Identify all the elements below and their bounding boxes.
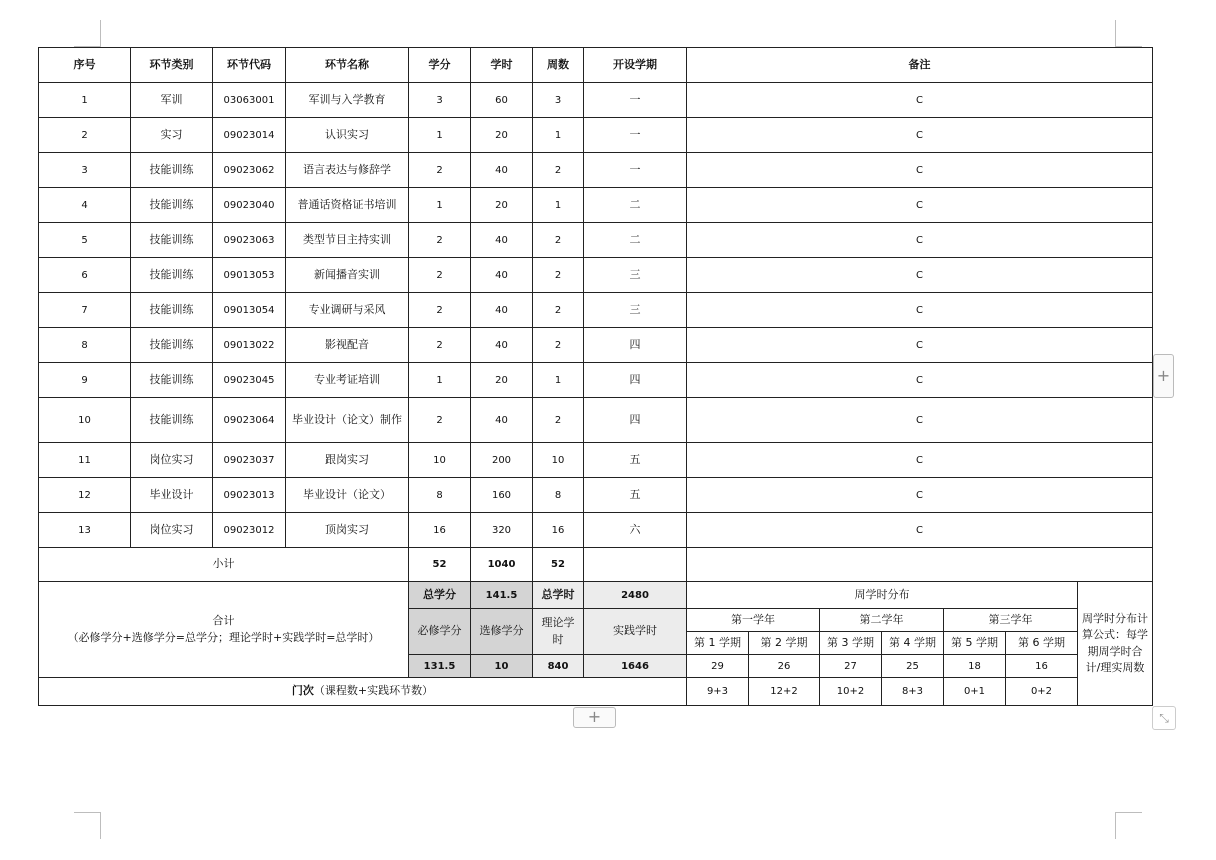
weekly-hours-4: 25 bbox=[882, 655, 944, 678]
resize-table-icon[interactable]: ⤡ bbox=[1152, 706, 1176, 730]
table-row bbox=[39, 118, 1153, 153]
row-term: 二 bbox=[584, 188, 687, 223]
term-3: 第 3 学期 bbox=[820, 632, 882, 655]
row-term: 三 bbox=[584, 258, 687, 293]
total-hours-value: 2480 bbox=[584, 582, 687, 609]
row-weeks: 8 bbox=[533, 478, 584, 513]
row-type: 技能训练 bbox=[131, 363, 213, 398]
row-no: 3 bbox=[39, 153, 131, 188]
row-no: 8 bbox=[39, 328, 131, 363]
row-no: 13 bbox=[39, 513, 131, 548]
table-row bbox=[39, 363, 1153, 398]
row-term: 三 bbox=[584, 293, 687, 328]
row-type: 技能训练 bbox=[131, 153, 213, 188]
course-count-4: 8+3 bbox=[882, 678, 944, 706]
table-row bbox=[39, 398, 1153, 443]
row-term: 二 bbox=[584, 223, 687, 258]
row-name: 毕业设计（论文） bbox=[286, 478, 409, 513]
row-type: 岗位实习 bbox=[131, 443, 213, 478]
row-no: 10 bbox=[39, 398, 131, 443]
total-row-1 bbox=[39, 582, 1153, 609]
row-term: 一 bbox=[584, 83, 687, 118]
subtotal-hours: 1040 bbox=[471, 548, 533, 582]
theory-hours-value: 840 bbox=[533, 655, 584, 678]
row-weeks: 3 bbox=[533, 83, 584, 118]
row-code: 09023062 bbox=[213, 153, 286, 188]
row-name: 语言表达与修辞学 bbox=[286, 153, 409, 188]
course-count-3: 10+2 bbox=[820, 678, 882, 706]
row-term: 四 bbox=[584, 398, 687, 443]
weekly-hours-3: 27 bbox=[820, 655, 882, 678]
row-credit: 2 bbox=[409, 293, 471, 328]
row-credit: 8 bbox=[409, 478, 471, 513]
subtotal-weeks: 52 bbox=[533, 548, 584, 582]
header-hours: 学时 bbox=[471, 48, 533, 83]
total-credit-label: 总学分 bbox=[409, 582, 471, 609]
row-type: 技能训练 bbox=[131, 188, 213, 223]
row-code: 09023040 bbox=[213, 188, 286, 223]
row-no: 5 bbox=[39, 223, 131, 258]
row-weeks: 16 bbox=[533, 513, 584, 548]
weekly-title: 周学时分布 bbox=[687, 582, 1078, 609]
add-row-button[interactable]: + bbox=[573, 707, 616, 728]
row-no: 9 bbox=[39, 363, 131, 398]
row-hours: 40 bbox=[471, 328, 533, 363]
row-code: 09013054 bbox=[213, 293, 286, 328]
req-credit-value: 131.5 bbox=[409, 655, 471, 678]
term-1: 第 1 学期 bbox=[687, 632, 749, 655]
row-code: 09013053 bbox=[213, 258, 286, 293]
row-code: 09023012 bbox=[213, 513, 286, 548]
course-count-5: 0+1 bbox=[944, 678, 1006, 706]
practice-hours-value: 1646 bbox=[584, 655, 687, 678]
row-note: C bbox=[687, 398, 1153, 443]
row-hours: 320 bbox=[471, 513, 533, 548]
year-1: 第一学年 bbox=[687, 609, 820, 632]
row-term: 五 bbox=[584, 478, 687, 513]
row-credit: 2 bbox=[409, 223, 471, 258]
header-no: 序号 bbox=[39, 48, 131, 83]
table-row bbox=[39, 258, 1153, 293]
course-count-row bbox=[39, 678, 1153, 706]
row-weeks: 1 bbox=[533, 188, 584, 223]
weekly-hours-5: 18 bbox=[944, 655, 1006, 678]
row-term: 四 bbox=[584, 328, 687, 363]
subtotal-label: 小计 bbox=[39, 548, 409, 582]
row-weeks: 2 bbox=[533, 293, 584, 328]
row-name: 顶岗实习 bbox=[286, 513, 409, 548]
row-note: C bbox=[687, 478, 1153, 513]
row-weeks: 1 bbox=[533, 363, 584, 398]
row-code: 09023014 bbox=[213, 118, 286, 153]
theory-hours-label: 理论学时 bbox=[533, 609, 584, 655]
row-term: 一 bbox=[584, 153, 687, 188]
row-weeks: 10 bbox=[533, 443, 584, 478]
row-name: 认识实习 bbox=[286, 118, 409, 153]
crop-mark-top-left bbox=[74, 20, 101, 47]
header-note: 备注 bbox=[687, 48, 1153, 83]
row-code: 09023037 bbox=[213, 443, 286, 478]
row-weeks: 2 bbox=[533, 398, 584, 443]
course-count-6: 0+2 bbox=[1006, 678, 1078, 706]
row-no: 7 bbox=[39, 293, 131, 328]
row-no: 11 bbox=[39, 443, 131, 478]
row-no: 6 bbox=[39, 258, 131, 293]
row-credit: 2 bbox=[409, 328, 471, 363]
row-note: C bbox=[687, 443, 1153, 478]
course-count-label: 门次 bbox=[291, 684, 314, 698]
row-credit: 2 bbox=[409, 258, 471, 293]
row-weeks: 2 bbox=[533, 223, 584, 258]
row-type: 岗位实习 bbox=[131, 513, 213, 548]
subtotal-blank bbox=[584, 548, 687, 582]
elec-credit-label: 选修学分 bbox=[471, 609, 533, 655]
row-credit: 1 bbox=[409, 188, 471, 223]
subtotal-credit: 52 bbox=[409, 548, 471, 582]
row-hours: 20 bbox=[471, 363, 533, 398]
header-credit: 学分 bbox=[409, 48, 471, 83]
row-code: 09013022 bbox=[213, 328, 286, 363]
add-column-button[interactable]: + bbox=[1153, 354, 1174, 398]
row-name: 毕业设计（论文）制作 bbox=[286, 398, 409, 443]
course-count-cell bbox=[39, 678, 687, 706]
row-credit: 1 bbox=[409, 118, 471, 153]
row-no: 2 bbox=[39, 118, 131, 153]
weekly-hours-2: 26 bbox=[749, 655, 820, 678]
header-term: 开设学期 bbox=[584, 48, 687, 83]
row-name: 影视配音 bbox=[286, 328, 409, 363]
row-name: 普通话资格证书培训 bbox=[286, 188, 409, 223]
course-count-note: （课程数+实践环节数） bbox=[313, 684, 434, 698]
row-name: 类型节目主持实训 bbox=[286, 223, 409, 258]
row-name: 跟岗实习 bbox=[286, 443, 409, 478]
crop-mark-bottom-left bbox=[74, 812, 101, 839]
row-hours: 60 bbox=[471, 83, 533, 118]
row-credit: 2 bbox=[409, 398, 471, 443]
crop-mark-bottom-right bbox=[1115, 812, 1142, 839]
row-hours: 40 bbox=[471, 223, 533, 258]
row-term: 六 bbox=[584, 513, 687, 548]
row-hours: 20 bbox=[471, 118, 533, 153]
total-label-cell bbox=[39, 582, 409, 678]
row-note: C bbox=[687, 328, 1153, 363]
row-note: C bbox=[687, 223, 1153, 258]
table-row bbox=[39, 478, 1153, 513]
row-code: 09023063 bbox=[213, 223, 286, 258]
row-credit: 3 bbox=[409, 83, 471, 118]
row-name: 专业考证培训 bbox=[286, 363, 409, 398]
header-name: 环节名称 bbox=[286, 48, 409, 83]
row-name: 新闻播音实训 bbox=[286, 258, 409, 293]
weekly-formula: 周学时分布计算公式：每学期周学时合计/理实周数 bbox=[1078, 582, 1153, 706]
table-row bbox=[39, 83, 1153, 118]
row-term: 四 bbox=[584, 363, 687, 398]
header-type: 环节类别 bbox=[131, 48, 213, 83]
course-count-2: 12+2 bbox=[749, 678, 820, 706]
row-hours: 40 bbox=[471, 258, 533, 293]
row-weeks: 2 bbox=[533, 328, 584, 363]
row-hours: 40 bbox=[471, 398, 533, 443]
table-row bbox=[39, 223, 1153, 258]
weekly-hours-1: 29 bbox=[687, 655, 749, 678]
term-6: 第 6 学期 bbox=[1006, 632, 1078, 655]
row-name: 军训与入学教育 bbox=[286, 83, 409, 118]
total-formula-note: （必修学分+选修学分=总学分；理论学时+实践学时=总学时） bbox=[67, 630, 380, 644]
table-row bbox=[39, 153, 1153, 188]
row-hours: 160 bbox=[471, 478, 533, 513]
table-row bbox=[39, 328, 1153, 363]
row-note: C bbox=[687, 188, 1153, 223]
term-2: 第 2 学期 bbox=[749, 632, 820, 655]
header-row bbox=[39, 48, 1153, 83]
total-hours-label: 总学时 bbox=[533, 582, 584, 609]
row-term: 五 bbox=[584, 443, 687, 478]
row-type: 军训 bbox=[131, 83, 213, 118]
elec-credit-value: 10 bbox=[471, 655, 533, 678]
row-no: 12 bbox=[39, 478, 131, 513]
row-no: 1 bbox=[39, 83, 131, 118]
term-4: 第 4 学期 bbox=[882, 632, 944, 655]
row-code: 03063001 bbox=[213, 83, 286, 118]
subtotal-row bbox=[39, 548, 1153, 582]
row-weeks: 1 bbox=[533, 118, 584, 153]
row-term: 一 bbox=[584, 118, 687, 153]
total-label: 合计 bbox=[212, 614, 235, 627]
row-hours: 40 bbox=[471, 293, 533, 328]
crop-mark-top-right bbox=[1115, 20, 1142, 47]
row-credit: 1 bbox=[409, 363, 471, 398]
practice-course-table bbox=[38, 47, 1153, 706]
row-note: C bbox=[687, 293, 1153, 328]
row-type: 毕业设计 bbox=[131, 478, 213, 513]
row-note: C bbox=[687, 83, 1153, 118]
req-credit-label: 必修学分 bbox=[409, 609, 471, 655]
weekly-hours-6: 16 bbox=[1006, 655, 1078, 678]
row-type: 技能训练 bbox=[131, 328, 213, 363]
row-type: 技能训练 bbox=[131, 223, 213, 258]
subtotal-note-blank bbox=[687, 548, 1153, 582]
row-note: C bbox=[687, 363, 1153, 398]
table-row bbox=[39, 443, 1153, 478]
header-weeks: 周数 bbox=[533, 48, 584, 83]
row-credit: 2 bbox=[409, 153, 471, 188]
year-3: 第三学年 bbox=[944, 609, 1078, 632]
row-type: 技能训练 bbox=[131, 258, 213, 293]
row-credit: 16 bbox=[409, 513, 471, 548]
row-type: 实习 bbox=[131, 118, 213, 153]
table-row bbox=[39, 293, 1153, 328]
row-hours: 20 bbox=[471, 188, 533, 223]
row-weeks: 2 bbox=[533, 153, 584, 188]
term-5: 第 5 学期 bbox=[944, 632, 1006, 655]
row-name: 专业调研与采风 bbox=[286, 293, 409, 328]
row-code: 09023064 bbox=[213, 398, 286, 443]
row-hours: 40 bbox=[471, 153, 533, 188]
course-count-1: 9+3 bbox=[687, 678, 749, 706]
header-code: 环节代码 bbox=[213, 48, 286, 83]
row-note: C bbox=[687, 258, 1153, 293]
row-credit: 10 bbox=[409, 443, 471, 478]
row-weeks: 2 bbox=[533, 258, 584, 293]
total-credit-value: 141.5 bbox=[471, 582, 533, 609]
row-note: C bbox=[687, 153, 1153, 188]
table-row bbox=[39, 513, 1153, 548]
row-type: 技能训练 bbox=[131, 293, 213, 328]
row-code: 09023045 bbox=[213, 363, 286, 398]
year-2: 第二学年 bbox=[820, 609, 944, 632]
row-note: C bbox=[687, 118, 1153, 153]
row-note: C bbox=[687, 513, 1153, 548]
row-hours: 200 bbox=[471, 443, 533, 478]
row-type: 技能训练 bbox=[131, 398, 213, 443]
row-no: 4 bbox=[39, 188, 131, 223]
table-row bbox=[39, 188, 1153, 223]
row-code: 09023013 bbox=[213, 478, 286, 513]
practice-hours-label: 实践学时 bbox=[584, 609, 687, 655]
